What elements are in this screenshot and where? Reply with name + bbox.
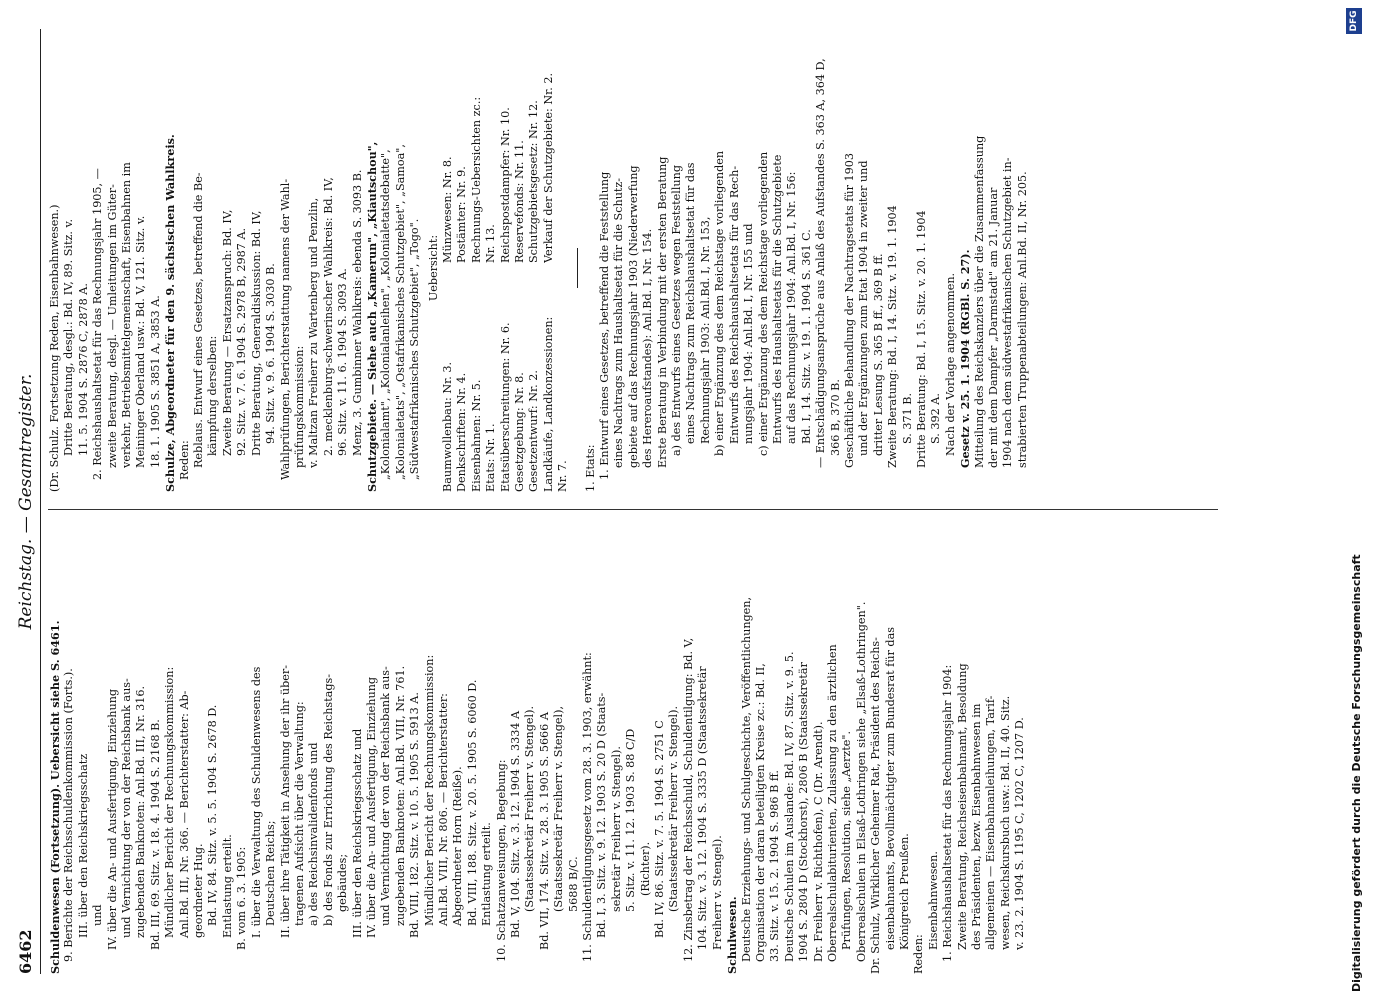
text-line: eines Nachtrags zum Reichshaushaltsetat für das [684,162,698,444]
text-line: 10. Schatzanweisungen, Begebung: [494,759,508,962]
text-line: Bd. I, 3. Sitz. v. 9. 12. 1903 S. 20 D (Staats- [595,692,609,938]
overview-item: Eisenbahnen: Nr. 5. [469,379,483,492]
overview-item: Münzwesen: Nr. 8. [440,156,454,263]
text-line: 2. Reichshaushaltsetat für das Rechnungsjahr 1905, — [91,168,105,480]
column-divider [48,509,1218,510]
overview-list [441,44,571,492]
text-line: Bd. V, 104. Sitz. v. 3. 12. 1904 S. 3334 A [509,710,522,938]
text-line: zugebenden Banknoten: Anl.Bd. VIII, Nr. 761. [393,665,407,926]
text-line: Meininger Oberland usw.: Bd. V, 121. Sitz. v. [134,215,148,468]
text-line: wesen, Reichskursbuch usw.: Bd. II, 40. Sitz. [998,695,1012,950]
text-line: c) einer Ergänzung des dem Reichstage vorliegenden [756,151,770,456]
overview-item: Nr. 13. [484,224,498,263]
header-rule [40,29,41,974]
text-line: nungsjahr 1904: Anl.Bd. I, Nr. 155 und [742,223,756,444]
text-line: v. Maltzan Freiherr zu Wartenberg und Penzlin, [307,197,321,468]
text-line: Entwurfs des Reichshaushaltsetats für das Rech- [727,165,741,444]
text-line: 366 B, 370 B. [828,379,842,456]
text-line: eines Nachtrags zum Haushaltsetat für die Schutz- [612,177,626,468]
text-line: 2. mecklenburg-schwerinscher Wahlkreis: Bd. IV, [321,177,335,456]
overview-item: Etatsüberschreitungen: Nr. 6. [498,322,512,492]
overview-item: Landkäufe, Landkonzessionen: [541,316,555,492]
text-line: Dritte Beratung, Generaldiskussion: Bd. IV, [249,210,263,456]
text-line: Freiherr v. Stengel). [710,835,724,950]
text-line: zugebenden Banknoten: Anl.Bd. III, Nr. 316. [134,685,148,938]
text-line: Oberrealschulen in Elsaß-Lothringen siehe „Elsaß-Lothringen". [854,601,868,962]
text-line: „Südwestafrikanisches Schutzgebiet", „Togo". [408,218,422,480]
text-line: 11. 5. 1904 S. 2876 C, 2878 A. [76,283,90,456]
text-line: 5688 B/C. [566,856,580,912]
text-line: Bd. VIII, 188. Sitz. v. 20. 5. 1905 S. 6060 D. [465,679,479,926]
text-line: Deutsche Schulen im Auslande: Bd. IV, 87. Sitz. v. 9. 5. [782,651,796,962]
overview-item: Rechnungs-Uebersichten zc.: [469,96,483,263]
text-line: Entlastung erteilt. [220,834,234,938]
text-line: „Kolonialamt", „Kolonialanleihen", „Kolonialetatsdebatte", [379,149,393,480]
text-line: Dr. Schulz, Wirklicher Geheimer Rat, Präsident des Reichs- [869,637,883,974]
right-column-part-2 [584,44,1031,492]
text-line: kämpfung derselben: [206,335,220,456]
text-line: 1904 S. 2804 D (Stockhorst), 2806 B (Staatssekretär [797,662,811,962]
text-line: eisenbahnamts, Bevollmächtigter zum Bundesrat für das [883,626,897,950]
text-line: 104. Sitz. v. 3. 12. 1904 S. 3335 D (Staatssekretär [696,666,710,950]
text-line: 1. Etats: [583,444,597,492]
text-line: 33. Sitz. v. 15. 2. 1904 S. 986 B ff. [768,770,782,962]
page-title: Reichstag. — Gesamtregister. [16,373,36,630]
text-line: 1904 nach dem südwestafrikanischen Schutzgebiet in- [1001,157,1015,468]
page-number: 6462 [16,929,35,974]
text-line: Reden: [177,440,191,480]
text-line: Mündlicher Bericht der Rechnungskommission: [163,666,177,938]
text-line: Bd. IV, 84. Sitz. v. 5. 5. 1904 S. 2678 D. [206,704,220,926]
text-line: Deutschen Reichs; [264,820,278,926]
text-line: 11. Schuldentilgungsgesetz vom 28. 3. 1903, erwähnt: [581,652,595,962]
text-line: der mit dem Dampfer „Darmstadt" am 21. Januar [987,187,1000,468]
text-line: Anl.Bd. VIII, Nr. 806. — Berichterstatter: [436,693,450,926]
text-line: Bd. IV, 86. Sitz. v. 7. 5. 1904 S. 2751 C [653,720,667,938]
text-line: Gesetz v. 25. 1. 1904 (RGBl. S. 27). [958,249,973,468]
text-line: Zweite Beratung, Reichseisenbahnamt, Besoldung [955,663,969,950]
text-line: Anl.Bd. III, Nr. 366. — Berichterstatter: Ab- [177,690,191,938]
text-line: (Staatssekretär Freiherr v. Stengel). [523,705,537,912]
right-column-part-1 [48,44,423,492]
text-line: Prüfungen, Resolution, siehe „Aerzte". [840,730,854,950]
text-line: S. 371 B. [900,392,914,444]
digitization-credit: Digitalisierung gefördert durch die Deutsche Forschungsgemeinschaft [1350,554,1363,992]
overview-title: Uebersicht: [426,234,440,302]
text-line: Deutsche Erziehungs- und Schulgeschichte, Veröffentlichungen, [739,596,753,962]
text-line: (Dr. Schulz. Fortsetzung Reden, Eisenbahnwesen.) [48,204,61,492]
text-line: II. über ihre Tätigkeit in Ansehung der ihr über- [278,664,292,938]
text-line: verkehr, Betriebsmittelgemeinschaft, Eisenbahnen im [120,162,134,468]
text-line: zweite Beratung, desgl. — Umleitungen im Güter- [105,184,119,468]
text-line: tragenen Aufsicht über die Verwaltung: [292,701,306,926]
text-line: 96. Sitz. v. 11. 6. 1904 S. 3093 A. [336,268,350,456]
left-column [48,526,1028,974]
text-line: „Kolonialetats", „Ostafrikanisches Schutzgebiet", „Samoa", [393,144,407,480]
text-line: Entlastung erteilt. [480,822,494,926]
overview-item: Reichspostdampfer: Nr. 10. [498,107,512,263]
text-line: sekretär Freiherr v. Stengel). [609,746,623,912]
text-line: S. 392 A. [929,393,943,444]
text-line: gebäudes; [336,853,350,912]
text-line: Bd. VIII, 182. Sitz. v. 10. 5. 1905 S. 5913 A. [408,692,422,938]
text-line: 9. Berichte der Reichsschuldenkommission (Forts.). [62,668,76,962]
text-line: 12. Zinsbetrag der Reichsschuld, Schuldentilgung: Bd. V, [681,637,695,962]
text-line: III. über den Reichskriegsschatz und [350,728,364,938]
text-line: Organisation der daran beteiligten Kreise zc.: Bd. II, [753,663,767,962]
text-line: geordneter Hug. [192,843,206,938]
text-line: Reblaus. Entwurf eines Gesetzes, betreffend die Be- [192,172,206,468]
text-line: v. 23. 2. 1904 S. 1195 C, 1202 C, 1207 D. [1013,717,1027,950]
text-line: 1. Reichshaushaltsetat für das Rechnungsjahr 1904: [941,664,955,962]
text-line: Dritte Beratung, desgl.: Bd. IV, 89. Sitz. v. [62,218,76,456]
text-line: a) des Entwurfs eines Gesetzes wegen Feststellung [670,165,684,456]
text-line: a) des Reichsinvalidenfonds und [307,742,321,926]
text-line: 18. 1. 1905 S. 3851 A, 3853 A. [148,295,162,468]
text-line: Abgeordneter Horn (Reiße). [451,766,465,926]
text-line: und Vernichtung der von der Reichsbank aus- [379,666,393,926]
text-line: und der Ergänzungen zum Etat 1904 in zweiter und [857,160,871,456]
text-line: gebiete auf das Rechnungsjahr 1903 (Niederwerfung [626,165,640,468]
text-line: Rechnungsjahr 1903: Anl.Bd. I, Nr. 153, [698,216,712,444]
page-footer [1340,0,1370,1000]
text-line: Oberrealschulabiturienten, Zulassung zu den ärztlichen [825,644,839,962]
text-line: des Hereroaufstandes): Anl.Bd. I, Nr. 154. [641,228,655,468]
overview-item: Nr. 7. [556,460,570,492]
text-line: und [91,904,105,926]
text-line: Eisenbahnwesen. [926,851,940,950]
text-line: III. über den Reichskriegsschatz [76,753,90,938]
overview-item: Gesetzentwurf: Nr. 2. [527,370,541,492]
text-line: Zweite Beratung — Ersatzanspruch: Bd. IV, [220,209,234,456]
text-line: Bd. III, 69. Sitz. v. 18. 4. 1904 S. 2168 B. [148,719,162,950]
text-line: Mitteilung des Reichskanzlers über die Zusammenfassung [972,135,986,468]
text-line: Zweite Beratung: Bd. I, 14. Sitz. v. 19. 1. 1904 [886,205,900,468]
overview-item: Denkschriften: Nr. 4. [455,372,469,492]
page-header [10,29,38,974]
overview-item: Postämter: Nr. 9. [455,166,469,263]
text-line: prüfungskommission: [292,345,306,468]
overview-item: Reservefonds: Nr. 11. [513,140,526,263]
text-line: Schutzgebiete. — Siehe auch „Kamerun", „Kiautschou", [364,141,379,492]
overview-item: Schutzgebietsgesetz: Nr. 12. [527,100,541,263]
text-line: Schuldenwesen (Fortsetzung). Uebersicht siehe S. 6461. [48,620,62,974]
text-line: Dr. Freiherr v. Richthofen), C (Dr. Arendt). [811,721,825,962]
text-line: und Vernichtung der von der Reichsbank aus- [120,678,134,938]
text-line: IV. über die An- und Ausfertigung, Einziehung [105,688,119,950]
text-line: 92. Sitz. v. 7. 6. 1904 S. 2978 B, 2987 A. [235,227,249,456]
text-line: Nach der Vorlage angenommen. [943,272,957,456]
text-line: allgemeinen — Eisenbahnanleihungen, Tarif- [984,695,998,950]
text-line: IV. über die An- und Ausfertigung, Einziehung [364,676,378,938]
text-line: Schulwesen. [725,896,740,974]
dfg-logo: DFG [1346,8,1362,34]
text-line: strabierten Truppenabteilungen: Anl.Bd. II, Nr. 205. [1015,171,1029,468]
text-line: B. vom 6. 3. 1905: [235,846,249,950]
text-line: — Entschädigungsansprüche aus Anlaß des Aufstandes S. 363 A, 364 D, [814,58,828,468]
right-column [48,44,1030,492]
text-line: Bd. I, 14. Sitz. v. 19. 1. 1904 S. 361 C. [799,229,813,444]
text-line: Schulze, Abgeordneter für den 9. sächsischen Wahlkreis. [163,134,178,492]
text-line: auf das Rechnungsjahr 1904: Anl.Bd. I, Nr. 156: [785,171,799,444]
text-line: 1. Entwurf eines Gesetzes, betreffend die Feststellung [598,171,612,480]
text-line: Mündlicher Bericht der Rechnungskommission: [422,654,436,926]
text-line: I. über die Verwaltung des Schuldenwesens des [249,666,263,938]
overview-item [556,44,570,263]
text-line: Königreich Preußen. [897,833,911,950]
text-line: 5. Sitz. v. 11. 12. 1903 S. 88 C/D [624,728,638,912]
text-line: (Staatssekretär Freiherr v. Stengel). [667,705,681,912]
text-line: dritter Lesung S. 365 B ff., 369 B ff. [871,253,885,456]
text-line: Menz, 3. Gumbinner Wahlkreis: ebenda S. 3093 B. [350,169,364,456]
text-line: Erste Beratung in Verbindung mit der ersten Beratung [655,156,669,468]
text-line: Bd. VII, 174. Sitz. v. 28. 3. 1905 S. 5666 A [537,712,551,950]
text-line: Geschäftliche Behandlung der Nachtragsetats für 1903 [842,152,856,468]
overview-item: Etats: Nr. 1. [484,423,498,492]
text-line: b) einer Ergänzung des dem Reichstage vorliegenden [713,150,727,456]
text-line: 94. Sitz. v. 9. 6. 1904 S. 3030 B. [264,263,278,444]
text-line: (Staatssekretär Freiherr v. Stengel), [552,705,566,912]
text-line: (Richter). [638,841,652,896]
text-line: Entwurfs des Haushaltsetats für die Schutzgebiete [770,154,784,444]
text-line: des Präsidenten, bezw. Eisenbahnwesen im [970,703,983,950]
text-line: Reden: [912,934,926,974]
overview-item: Gesetzgebung: Nr. 8. [513,372,526,492]
text-line: b) des Fonds zur Errichtung des Reichstags- [321,673,335,926]
text-line: Dritte Beratung: Bd. I, 15. Sitz. v. 20. 1. 1904 [914,210,928,468]
text-line: Wahlprüfungen, Berichterstattung namens der Wahl- [278,178,292,480]
overview-item: Baumwollenbau: Nr. 3. [440,361,454,492]
section-rule [577,248,578,288]
overview-item: Verkauf der Schutzgebiete: Nr. 2. [541,72,555,263]
